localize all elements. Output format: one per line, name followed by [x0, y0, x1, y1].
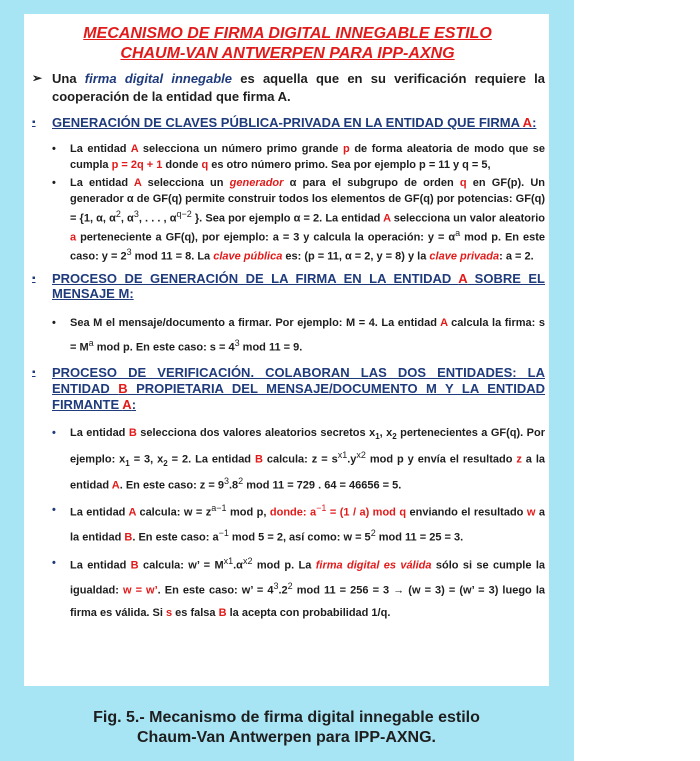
caption-line-2: Chaum-Van Antwerpen para IPP-AXNG. [136, 729, 436, 746]
list-item: • La entidad A selecciona un generador α para el subgrupo de orden q en GF(p). Un generador α de GF(q) permite construir todos los elementos de GF(q) por potencias: GF(q) = {1, α, $\alpha^2$, $\alpha^3$, . . . , $\alpha^{q-2}$ }. Sea por ejemplo α = 2. La entidad A selecciona un valor aleatorio a perteneciente a GF(q), por ejemplo: a = 3 y calcula la operación: $y = \alpha^a$ mod p. En este caso: $y = 2^3$ mod 11 = 8. La clave pública es: (p = 11, α = 2, y = 8) y la clave privada: a = 2. [52, 175, 545, 264]
section-signature-generation-heading: ▪ PROCESO DE GENERACIÓN DE LA FIRMA EN LA ENTIDAD A SOBRE EL MENSAJE M: [32, 270, 545, 302]
slide-title [30, 24, 545, 64]
arrow-bullet-icon: ➢ [32, 71, 43, 85]
square-bullet-icon: ▪ [32, 117, 36, 129]
section-key-generation-heading: ▪ GENERACIÓN DE CLAVES PÚBLICA-PRIVADA EN LA ENTIDAD QUE FIRMA A: [32, 115, 537, 131]
dot-bullet-icon: • [52, 427, 56, 440]
square-bullet-icon: ▪ [32, 367, 36, 379]
list-item: • La entidad B calcula: w’ = $M^{x1}.\alpha^{x2}$ mod p. La firma digital es válida sólo si se cumple la igualdad: w = w’. En este caso: w’ = $4^3.2^2$ mod 11 = 256 = 3 → (w = 3) = (w’ = 3) luego la firma es válida. Si s es falsa B la acepta con probabilidad 1/q. [52, 552, 545, 625]
dot-bullet-icon: • [52, 316, 56, 329]
section-key-generation-list [52, 141, 545, 265]
figure-caption [24, 708, 549, 748]
section-verification-list [52, 422, 545, 624]
list-item: • La entidad A selecciona un número primo grande p de forma aleatoria de modo que se cumpla p = 2q + 1 donde q es otro número primo. Sea por ejemplo p = 11 y q = 5, [52, 141, 545, 174]
list-item: • Sea M el mensaje/documento a firmar. Por ejemplo: M = 4. La entidad A calcula la firma: $s = M^a$ mod p. En este caso: $s = 4^3$ mod 11 = 9. [52, 312, 545, 360]
list-item: • La entidad B selecciona dos valores aleatorios secretos $x_1$, $x_2$ pertenecientes a GF(q). Por ejemplo: $x_1 = 3$, $x_2 = 2$. La entidad B calcula: $z = s^{x1}.y^{x2}$ mod p y envía el resultado z a la entidad A. En este caso: $z = 9^3.8^2$ mod 11 = 729 . 64 = 46656 = 5. [52, 422, 545, 497]
list-item: • La entidad A calcula: $w = z^{a-1}$ mod p, donde: $a^{-1} = (1 / a)$ mod q enviando el resultado w a la entidad B. En este caso: $a^{-1}$ mod 5 = 2, así como: $w = 5^2$ mod 11 = 25 = 3. [52, 499, 545, 549]
dot-bullet-icon: • [52, 142, 56, 155]
dot-bullet-icon: • [52, 504, 56, 517]
intro-paragraph [32, 70, 545, 105]
intro-text: Una firma digital innegable es aquella que en su verificación requiere la cooperación de la entidad que firma A. [52, 71, 545, 104]
section-verification-heading: ▪ PROCESO DE VERIFICACIÓN. COLABORAN LAS DOS ENTIDADES: LA ENTIDAD B PROPIETARIA DEL MENSAJE/DOCUMENTO M Y LA ENTIDAD FIRMANTE A: [32, 365, 546, 412]
title-line-2: CHAUM-VAN ANTWERPEN PARA IPP-AXNG [120, 45, 455, 62]
slide-panel [24, 14, 549, 686]
section-signature-generation-list [52, 312, 545, 360]
title-line-1: MECANISMO DE FIRMA DIGITAL INNEGABLE ESTILO [83, 25, 492, 42]
caption-line-1: Fig. 5.- Mecanismo de firma digital innegable estilo [93, 709, 480, 726]
dot-bullet-icon: • [52, 556, 56, 569]
dot-bullet-icon: • [52, 177, 56, 190]
square-bullet-icon: ▪ [32, 272, 36, 284]
